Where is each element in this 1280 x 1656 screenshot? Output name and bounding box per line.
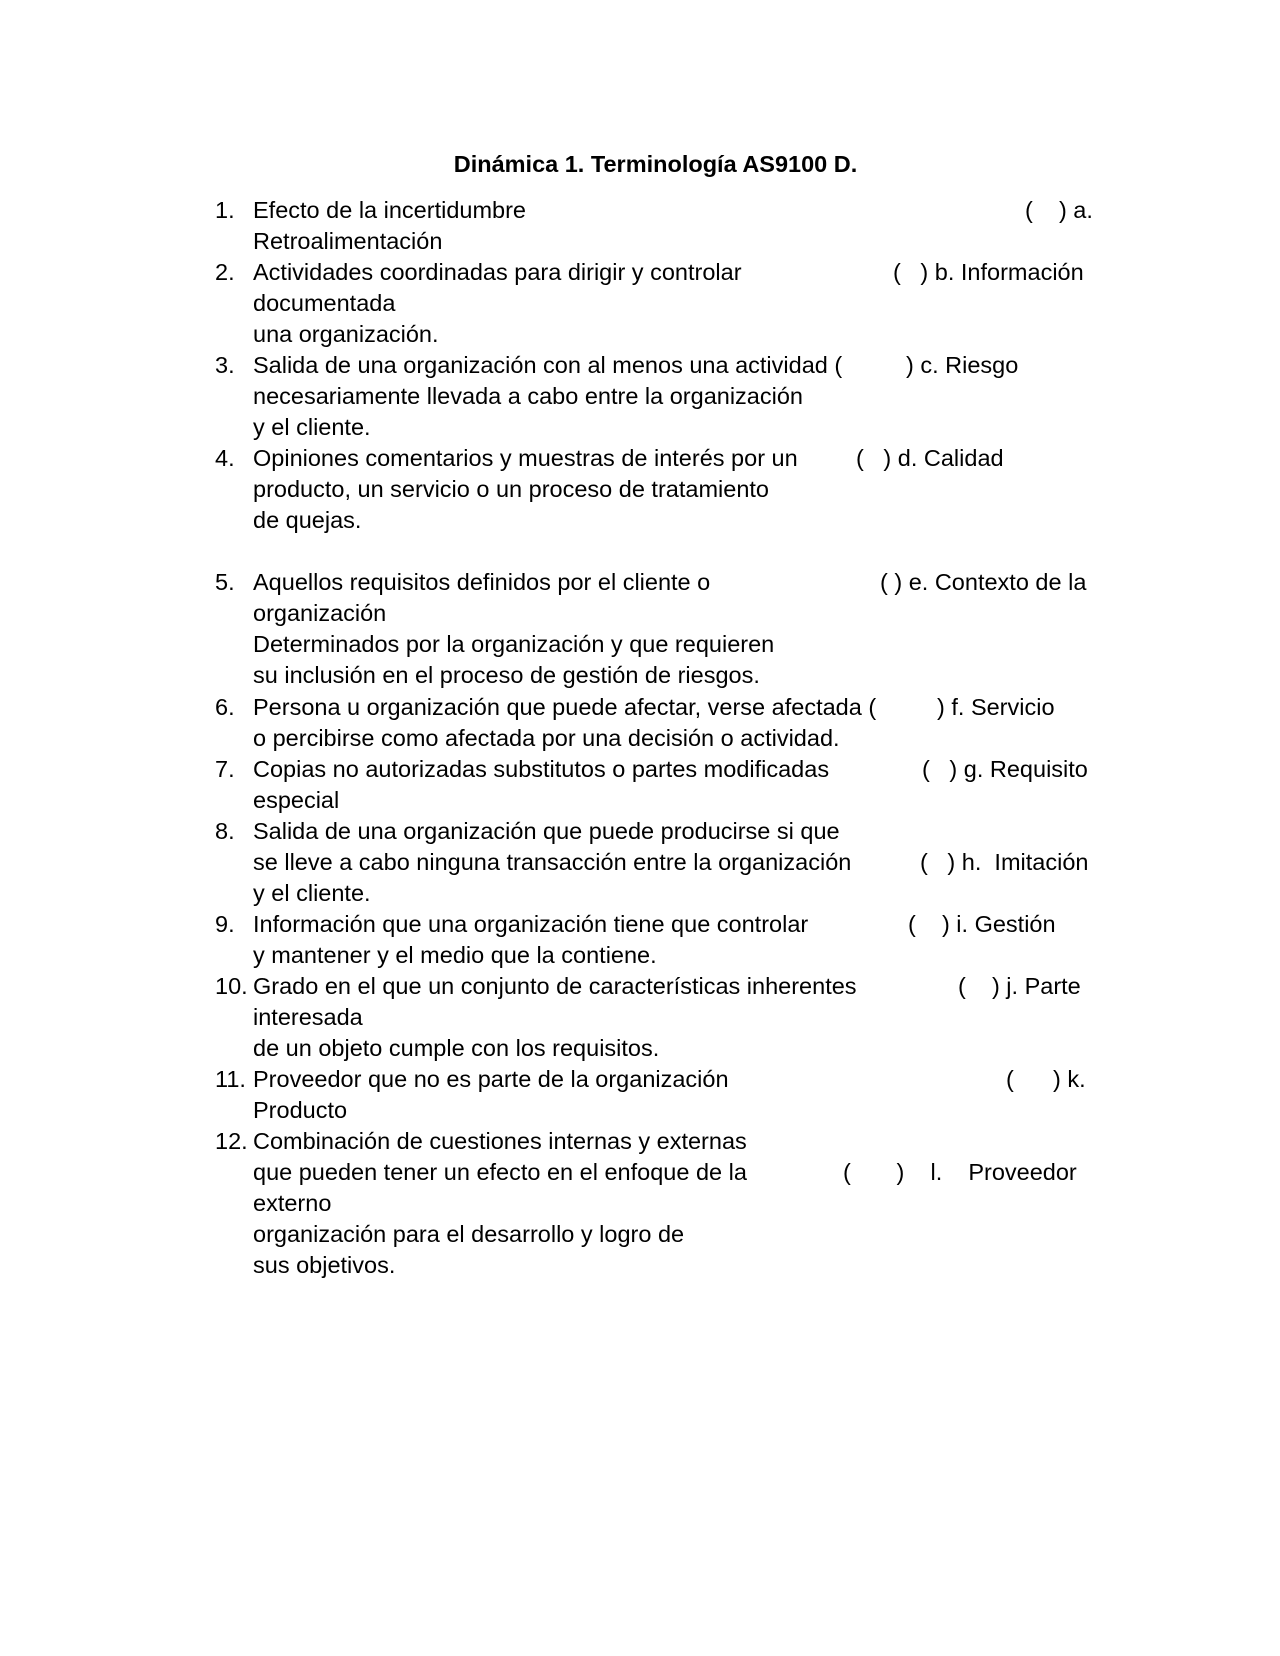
answer-option: ) f. Servicio [937,694,1055,720]
item-text-line: necesariamente llevada a cabo entre la organización [253,383,803,409]
item-text-line: Opiniones comentarios y muestras de interés por un [253,445,798,471]
item-text-line: organización para el desarrollo y logro de [253,1221,685,1247]
list-item-11 [0,1064,1280,1095]
item-text-line: Persona u organización que puede afectar, verse afectada ( [253,694,877,720]
list-item-3 [0,350,1280,381]
item-number: 10. [215,973,248,999]
item-text-line: documentada [253,290,396,316]
item-text-line: Información que una organización tiene que controlar [253,911,809,937]
item-text-line: Producto [253,1097,348,1123]
item-text-line: producto, un servicio o un proceso de tratamiento [253,476,769,502]
list-item-5 [0,567,1280,598]
item-text-line: Salida de una organización que puede producirse si que [253,818,840,844]
item-text-line: y mantener y el medio que la contiene. [253,942,657,968]
answer-option: ( ) k. [1006,1066,1086,1092]
item-number: 7. [215,756,235,782]
answer-option: ( ) l. Proveedor [843,1159,1077,1185]
answer-option: ( ) i. Gestión [908,911,1056,937]
item-text-line: interesada [253,1004,363,1030]
list-item-10 [0,971,1280,1002]
item-text-line: sus objetivos. [253,1252,396,1278]
item-text-line: su inclusión en el proceso de gestión de riesgos. [253,662,760,688]
list-item-8 [0,816,1280,847]
item-text-line: Proveedor que no es parte de la organización [253,1066,729,1092]
item-text-line: Efecto de la incertidumbre [253,197,527,223]
item-text-line: se lleve a cabo ninguna transacción entre la organización [253,849,852,875]
item-number: 8. [215,818,235,844]
page-title: Dinámica 1. Terminología AS9100 D. [453,151,858,177]
item-text-line: Copias no autorizadas substitutos o partes modificadas [253,756,830,782]
list-item-12 [0,1126,1280,1157]
item-number: 1. [215,197,235,223]
item-number: 6. [215,694,235,720]
item-number: 3. [215,352,235,378]
list-item-1 [0,195,1280,226]
item-text-line: de quejas. [253,507,362,533]
item-text-line: de un objeto cumple con los requisitos. [253,1035,660,1061]
item-text-line: y el cliente. [253,880,371,906]
list-item-6 [0,692,1280,723]
list-item-2 [0,257,1280,288]
item-text-line: Determinados por la organización y que requieren [253,631,775,657]
item-text-line: organización [253,600,387,626]
answer-option: ( ) h. Imitación [920,849,1089,875]
list-item-7 [0,754,1280,785]
item-text-line: Retroalimentación [253,228,443,254]
item-text-line: Salida de una organización con al menos una actividad ( [253,352,843,378]
answer-option: ( ) d. Calidad [856,445,1004,471]
answer-option: ( ) e. Contexto de la [880,569,1087,595]
item-text-line: Grado en el que un conjunto de características inherentes [253,973,857,999]
item-text-line: Aquellos requisitos definidos por el cliente o [253,569,711,595]
list-item-9 [0,909,1280,940]
item-text-line: externo [253,1190,332,1216]
item-text-line: especial [253,787,340,813]
item-text-line: o percibirse como afectada por una decisión o actividad. [253,725,840,751]
item-text-line: Actividades coordinadas para dirigir y controlar [253,259,742,285]
answer-option: ( ) a. [1025,197,1093,223]
item-number: 9. [215,911,235,937]
answer-option: ( ) b. Información [893,259,1084,285]
list-item-4 [0,443,1280,474]
answer-option: ( ) j. Parte [958,973,1081,999]
item-text-line: y el cliente. [253,414,371,440]
item-number: 4. [215,445,235,471]
item-number: 11. [215,1066,246,1092]
item-text-line: Combinación de cuestiones internas y externas [253,1128,747,1154]
item-number: 5. [215,569,235,595]
item-text-line: que pueden tener un efecto en el enfoque de la [253,1159,747,1185]
answer-option: ) c. Riesgo [906,352,1019,378]
item-text-line: una organización. [253,321,439,347]
item-number: 2. [215,259,235,285]
answer-option: ( ) g. Requisito [922,756,1088,782]
item-number: 12. [215,1128,248,1154]
